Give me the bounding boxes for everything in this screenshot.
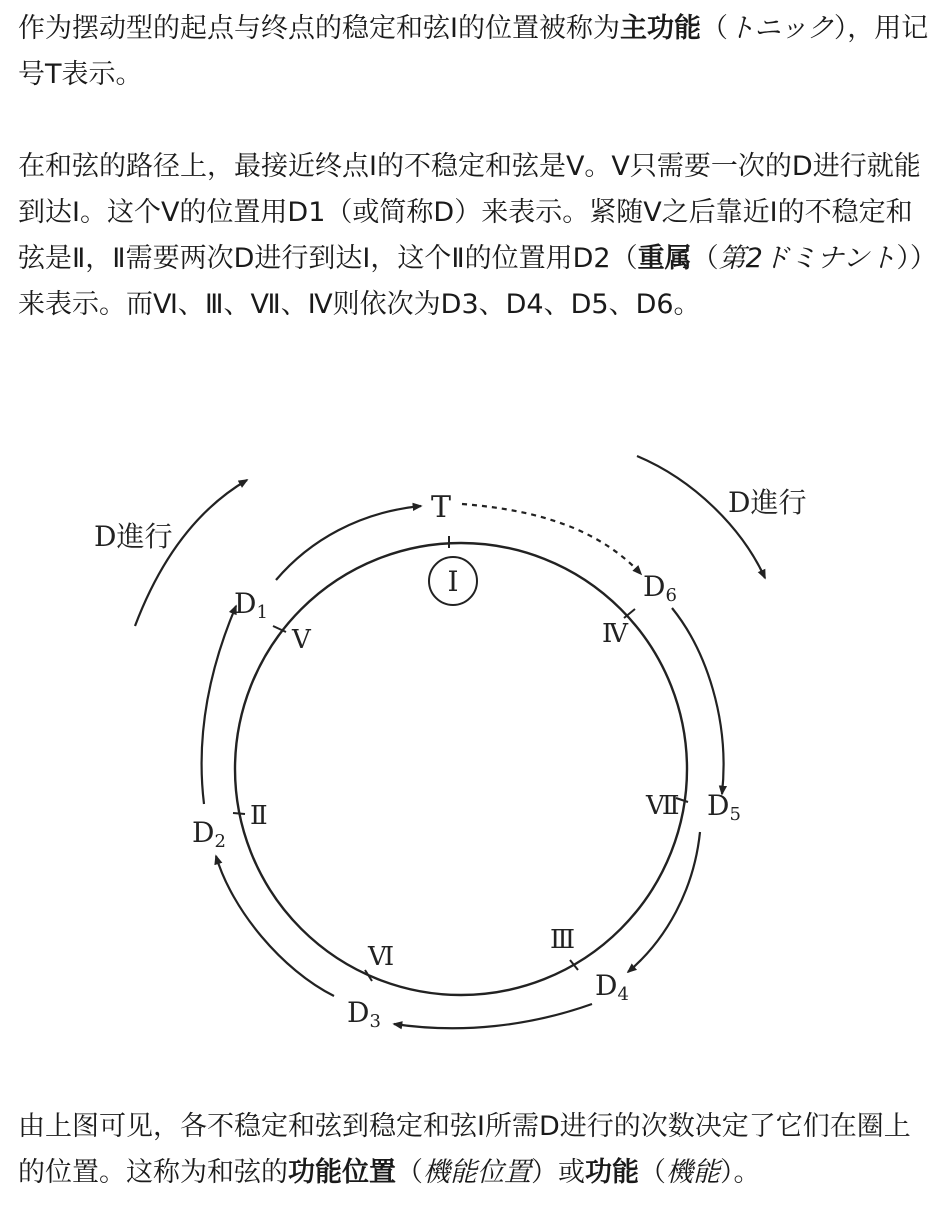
arrow-D5-to-D4: [628, 832, 700, 972]
paragraph-tonic-function: [18, 6, 930, 98]
term-tonic-japanese: トニック: [727, 13, 834, 44]
arrow-T-to-D6-dashed: [462, 504, 641, 574]
p2-text: 在和弦的路径上，最接近终点Ⅰ的不稳定和弦是Ⅴ。Ⅴ只需要一次的D进行就能到达Ⅰ。这个Ⅴ的位置用D1（或简称D）来表示。紧随Ⅴ之后靠近Ⅰ的不稳定和弦是Ⅱ，Ⅱ需要两次D进行到达Ⅰ，这个Ⅱ的位置用D2（: [18, 151, 921, 274]
p1-paren: （: [700, 13, 728, 44]
p3-paren-2: （: [639, 1157, 666, 1188]
label-D6: [643, 570, 677, 606]
label-D3: [347, 996, 381, 1032]
term-function-position: 功能位置: [288, 1157, 396, 1188]
label-D5-sub: 5: [729, 804, 741, 825]
label-tonic: T: [430, 490, 452, 525]
arrow-D2-to-D1: [202, 606, 236, 804]
arrow-D3-to-D2: [216, 856, 334, 996]
p3-or: 或: [558, 1157, 585, 1188]
label-III: Ⅲ: [550, 925, 576, 955]
paragraph-dominant-positions: [18, 144, 930, 328]
label-D4-sub: 4: [617, 984, 629, 1005]
label-VI: Ⅵ: [368, 942, 395, 972]
p1-text: 作为摆动型的起点与终点的稳定和弦Ⅰ的位置被称为: [18, 13, 620, 44]
label-D5-letter: D: [707, 789, 730, 822]
function-circle-diagram: [0, 400, 938, 1080]
term-secondary-dominant: 重属: [637, 243, 692, 274]
label-II: Ⅱ: [250, 801, 268, 831]
label-D2: [192, 816, 226, 852]
tick-II: [233, 813, 245, 814]
function-circle: [235, 543, 687, 995]
arrow-D6-to-D5: [672, 608, 724, 794]
label-D1-letter: D: [234, 587, 257, 620]
term-function: 功能: [585, 1157, 639, 1188]
label-I: Ⅰ: [447, 565, 459, 598]
term-tonic-function: 主功能: [619, 13, 701, 44]
label-D4: [595, 969, 629, 1005]
label-D2-sub: 2: [214, 831, 226, 852]
label-VII: Ⅶ: [646, 791, 680, 821]
p3-paren-1: （: [396, 1157, 423, 1188]
label-D1-sub: 1: [256, 602, 268, 623]
label-D1: [234, 587, 268, 623]
label-V: Ⅴ: [292, 625, 311, 655]
p1-text-end: ），用记号T表示。: [18, 13, 929, 90]
term-function-position-japanese: 機能位置: [423, 1157, 531, 1188]
p2-paren: （: [691, 243, 719, 274]
label-D3-sub: 3: [369, 1011, 381, 1032]
p3-paren-2-close: ）。: [720, 1157, 761, 1188]
label-D6-letter: D: [643, 570, 666, 603]
label-IV: Ⅳ: [602, 619, 628, 649]
arrow-D1-to-T: [276, 506, 421, 580]
label-D2-letter: D: [192, 816, 215, 849]
label-D6-sub: 6: [665, 585, 677, 606]
label-D5: [707, 789, 741, 825]
arrow-D4-to-D3: [394, 1004, 592, 1028]
p3-text: 由上图可见，各不稳定和弦到稳定和弦Ⅰ所需D进行的次数决定了它们在圈上的位置。这称为和弦的: [18, 1111, 911, 1188]
label-D4-letter: D: [595, 969, 618, 1002]
p3-paren-1-close: ）: [531, 1157, 558, 1188]
label-d-progress-left: D進行: [94, 520, 173, 553]
paragraph-function-position: [18, 1104, 930, 1196]
term-function-japanese: 機能: [666, 1157, 720, 1188]
arrow-d-progress-left: [135, 480, 247, 626]
p2-text-end: ））来表示。而Ⅵ、Ⅲ、Ⅶ、Ⅳ则依次为D3、D4、D5、D6。: [18, 243, 924, 320]
label-d-progress-right: D進行: [728, 486, 807, 519]
term-secondary-dominant-japanese: 第2ドミナント: [718, 243, 897, 274]
label-D3-letter: D: [347, 996, 370, 1029]
